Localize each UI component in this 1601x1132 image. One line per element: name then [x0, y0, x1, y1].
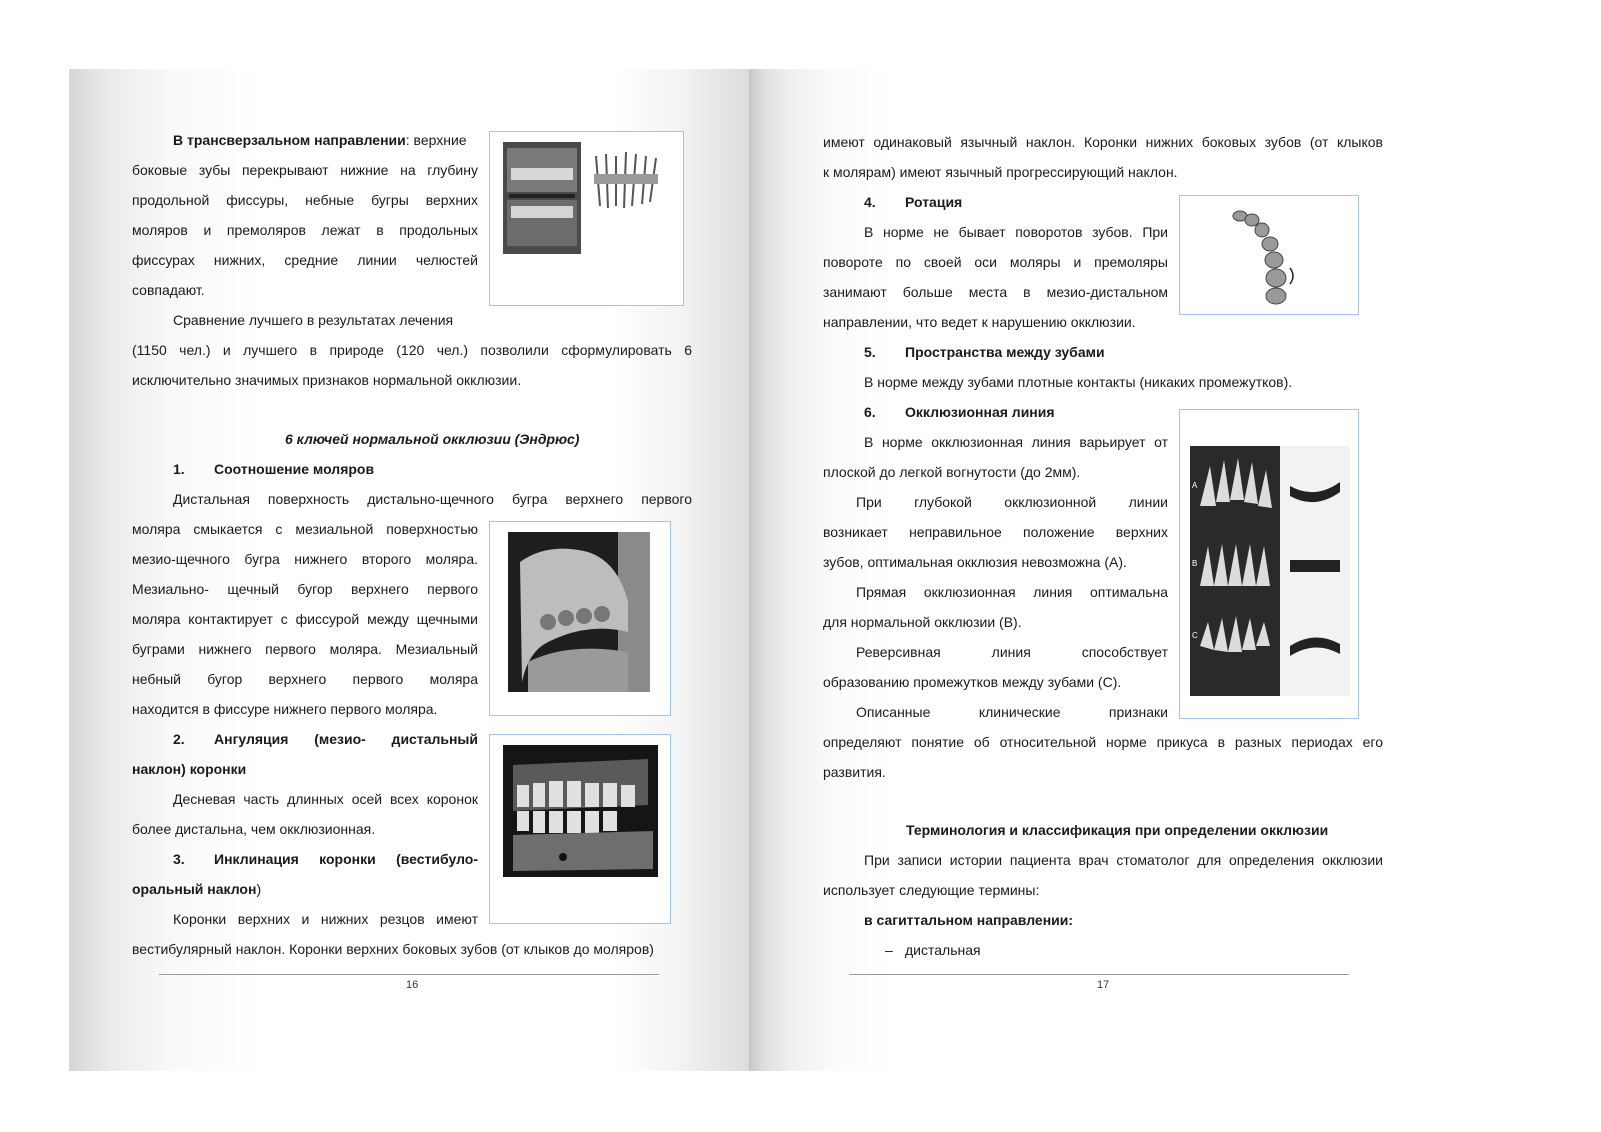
item1-line-6: буграми нижнего первого моляра. Мезиальный	[132, 641, 478, 657]
item4-line-2: повороте по своей оси моляры и премоляры	[823, 254, 1168, 270]
item2-title-line-1: Ангуляция (мезио- дистальный	[214, 731, 478, 747]
rotated-teeth-arch-image	[1230, 206, 1310, 306]
item4-line-1: В норме не бывает поворотов зубов. При	[864, 224, 1168, 240]
item3-title-line-1: Инклинация коронки (вестибуло-	[214, 851, 478, 867]
item1-line-3: мезио-щечного бугра нижнего второго моляра.	[132, 551, 478, 567]
molar-relationship-photo	[508, 532, 650, 692]
item5-number: 5.	[864, 344, 876, 360]
figure-molar-relationship	[489, 521, 671, 716]
item4-line-4: направлении, что ведет к нарушению окклюзии.	[823, 314, 1136, 330]
page-number-right: 17	[1097, 979, 1110, 991]
item1-line-7: небный бугор верхнего первого моляра	[132, 671, 478, 687]
item6-line-8: Реверсивная линия способствует	[856, 644, 1168, 660]
item1-line-5: моляра контактирует с фиссурой между щечными	[132, 611, 478, 627]
p2-line-1: Сравнение лучшего в результатах лечения	[173, 312, 454, 328]
p1-bold-term: В трансверзальном направлении	[173, 132, 406, 148]
p1-line-3: продольной фиссуры, небные бугры верхних	[132, 192, 478, 208]
item5-line: В норме между зубами плотные контакты (никаких промежутков).	[864, 374, 1293, 390]
item6-line-12: развития.	[823, 764, 886, 780]
item5-title: Пространства между зубами	[905, 344, 1105, 360]
item3-line-1: Коронки верхних и нижних резцов имеют	[173, 911, 478, 927]
left-page	[69, 69, 749, 1071]
right-page	[749, 69, 1457, 1071]
item1-line-2: моляра смыкается с мезиальной поверхностью	[132, 521, 478, 537]
jaw-photo-image	[503, 142, 581, 254]
section2-line-2: использует следующие термины:	[823, 882, 1040, 898]
figure-occlusal-plane	[1179, 409, 1359, 719]
cont-line-2: к молярам) имеют язычный прогрессирующий наклон.	[823, 164, 1178, 180]
figure-label-a: A	[1192, 481, 1198, 490]
item6-line-9: образованию промежутков между зубами (С).	[823, 674, 1122, 690]
footer-rule-left	[159, 974, 659, 975]
sagittal-heading: в сагиттальном направлении:	[864, 912, 1074, 928]
p1-line-1-rest: : верхние	[405, 132, 467, 148]
cont-line-1: имеют одинаковый язычный наклон. Коронки нижних боковых зубов (от клыков	[823, 134, 1383, 150]
item2-line-1: Десневая часть длинных осей всех коронок	[173, 791, 478, 807]
p1-line-4: моляров и премоляров лежат в продольных	[132, 222, 478, 238]
p1-line-6: совпадают.	[132, 282, 205, 298]
occlusal-plane-curves-image	[1190, 446, 1350, 696]
figure-label-b: B	[1192, 559, 1198, 568]
item6-line-10: Описанные клинические признаки	[856, 704, 1168, 720]
item6-line-4: возникает неправильное положение верхних	[823, 524, 1168, 540]
p1-line-5: фиссурах нижних, средние линии челюстей	[132, 252, 478, 268]
item1-line-8: находится в фиссуре нижнего первого моляра.	[132, 701, 438, 717]
item6-line-2: плоской до легкой вогнутости (до 2мм).	[823, 464, 1081, 480]
item1-line-1: Дистальная поверхность дистально-щечного бугра верхнего первого	[173, 491, 692, 507]
p1-line-2: боковые зубы перекрывают нижние на глубину	[132, 162, 478, 178]
item2-title-line-2: наклон) коронки	[132, 761, 247, 777]
figure-transversal-occlusion	[489, 131, 684, 306]
item3-title-line-2	[132, 880, 261, 898]
section2-line-1: При записи истории пациента врач стоматолог для определения окклюзии	[864, 852, 1383, 868]
item3-title-line-2-bold: оральный наклон	[132, 881, 257, 897]
item6-line-1: В норме окклюзионная линия варьирует от	[864, 434, 1168, 450]
item2-line-2: более дистальна, чем окклюзионная.	[132, 821, 376, 837]
item6-line-11: определяют понятие об относительной норме прикуса в разных периодах его	[823, 734, 1383, 750]
item4-line-3: занимают больше места в мезио-дистальном	[823, 284, 1168, 300]
section2-title: Терминология и классификация при определении окклюзии	[906, 822, 1329, 838]
skull-jaw-photo	[503, 745, 658, 877]
figure-crown-angulation	[489, 734, 671, 924]
p2-line-2: (1150 чел.) и лучшего в природе (120 чел.) позволили сформулировать 6	[132, 342, 692, 358]
figure-rotation	[1179, 195, 1359, 315]
page-number-left: 16	[406, 979, 419, 991]
footer-rule-right	[849, 974, 1349, 975]
item1-line-4: Мезиально- щечный бугор верхнего первого	[132, 581, 478, 597]
figure-label-c: C	[1192, 631, 1198, 640]
item6-line-7: для нормальной окклюзии (В).	[823, 614, 1022, 630]
p1-line-1	[173, 131, 467, 149]
teeth-xray-image	[590, 146, 662, 214]
item3-title-line-2-rest: )	[256, 881, 262, 897]
item1-number: 1.	[173, 461, 185, 477]
section-title-andrews-keys: 6 ключей нормальной окклюзии (Эндрюс)	[285, 431, 580, 447]
item3-line-2: вестибулярный наклон. Коронки верхних боковых зубов (от клыков до моляров)	[132, 941, 654, 957]
list-dash: –	[885, 942, 893, 958]
item6-line-5: зубов, оптимальная окклюзия невозможна (А).	[823, 554, 1127, 570]
item6-line-6: Прямая окклюзионная линия оптимальна	[856, 584, 1168, 600]
p2-line-3: исключительно значимых признаков нормальной окклюзии.	[132, 372, 522, 388]
item3-number: 3.	[173, 851, 185, 867]
item1-title: Соотношение моляров	[214, 461, 375, 477]
item6-title: Окклюзионная линия	[905, 404, 1055, 420]
list-item-distal: дистальная	[905, 942, 981, 958]
item4-title: Ротация	[905, 194, 963, 210]
item6-line-3: При глубокой окклюзионной линии	[856, 494, 1168, 510]
item4-number: 4.	[864, 194, 876, 210]
item2-number: 2.	[173, 731, 185, 747]
item6-number: 6.	[864, 404, 876, 420]
